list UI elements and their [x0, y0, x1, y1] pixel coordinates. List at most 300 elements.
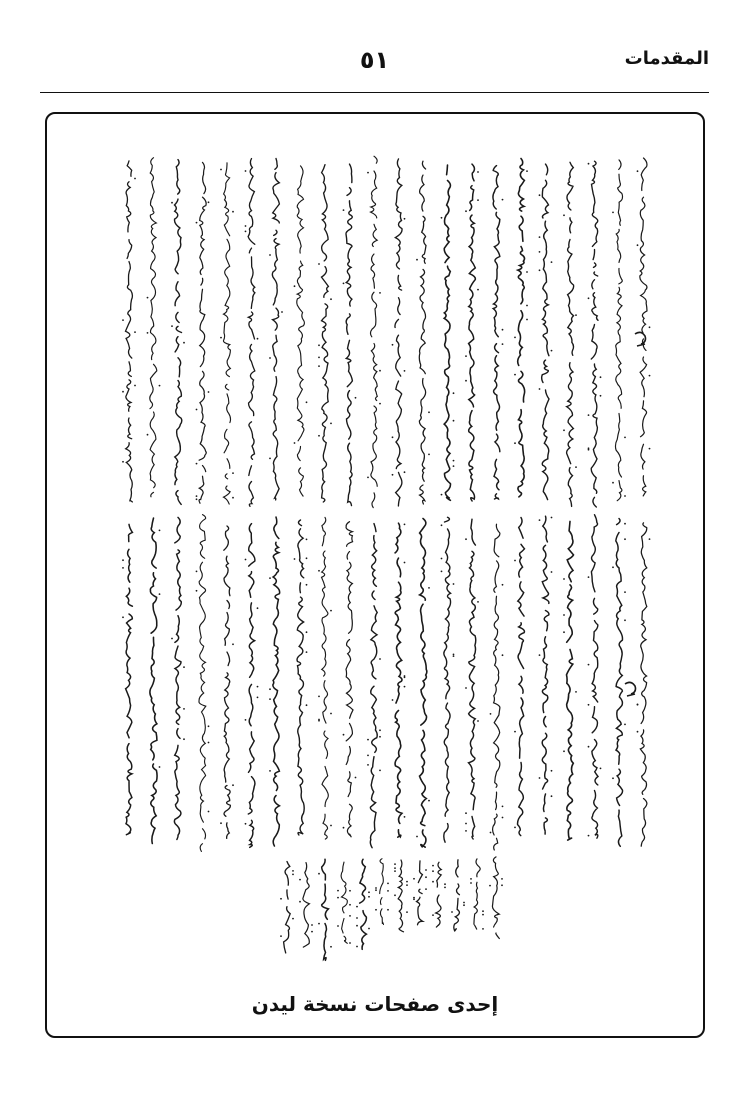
- diacritic-dot: [245, 559, 247, 561]
- diacritic-dot: [183, 708, 185, 710]
- diacritic-dot: [432, 870, 434, 872]
- diacritic-dot: [257, 338, 259, 340]
- manuscript-top-block: [122, 156, 650, 511]
- diacritic-dot: [501, 878, 503, 880]
- diacritic-dot: [526, 305, 528, 307]
- diacritic-dot: [269, 458, 271, 460]
- diacritic-dot: [368, 896, 370, 898]
- diacritic-dot: [441, 558, 443, 560]
- diacritic-dot: [637, 244, 639, 246]
- diacritic-dot: [337, 897, 339, 899]
- diacritic-dot: [465, 355, 467, 357]
- page-header: [0, 0, 749, 100]
- handwriting-line: [492, 857, 499, 939]
- diacritic-dot: [245, 225, 247, 227]
- diacritic-dot: [624, 495, 626, 497]
- diacritic-dot: [208, 742, 210, 744]
- diacritic-dot: [404, 471, 406, 473]
- handwriting-line: [199, 515, 206, 852]
- diacritic-dot: [502, 817, 504, 819]
- diacritic-dot: [122, 319, 124, 321]
- diacritic-dot: [502, 343, 504, 345]
- diacritic-dot: [379, 292, 381, 294]
- handwriting-line: [370, 524, 377, 848]
- diacritic-dot: [453, 460, 455, 462]
- handwriting-line: [126, 524, 133, 834]
- diacritic-dot: [122, 391, 124, 393]
- diacritic-dot: [413, 897, 415, 899]
- diacritic-dot: [441, 524, 443, 526]
- diacritic-dot: [394, 894, 396, 896]
- figure-caption: إحدى صفحات نسخة ليدن: [251, 992, 499, 1016]
- manuscript-bottom-block: [122, 515, 650, 854]
- diacritic-dot: [306, 557, 308, 559]
- diacritic-dot: [465, 210, 467, 212]
- diacritic-dot: [637, 704, 639, 706]
- diacritic-dot: [463, 902, 465, 904]
- diacritic-dot: [404, 562, 406, 564]
- handwriting-line: [346, 164, 352, 511]
- diacritic-dot: [624, 437, 626, 439]
- handwriting-line: [272, 159, 279, 500]
- diacritic-dot: [404, 524, 406, 526]
- diacritic-dot: [208, 725, 210, 727]
- diacritic-dot: [428, 411, 430, 413]
- diacritic-dot: [392, 344, 394, 346]
- handwriting-line: [273, 517, 280, 854]
- handwriting-line: [640, 158, 647, 496]
- diacritic-dot: [441, 217, 443, 219]
- handwriting-line: [284, 862, 291, 957]
- handwriting-line: [469, 164, 476, 501]
- handwriting-line: [444, 517, 451, 842]
- handwriting-line: [567, 162, 574, 506]
- diacritic-dot: [539, 654, 541, 656]
- diacritic-dot: [394, 863, 396, 865]
- handwriting-line: [640, 523, 647, 846]
- diacritic-dot: [367, 477, 369, 479]
- diacritic-dot: [539, 777, 541, 779]
- diacritic-dot: [394, 867, 396, 869]
- diacritic-dot: [649, 326, 651, 328]
- handwriting-line: [518, 159, 525, 497]
- handwriting-line: [175, 160, 182, 505]
- diacritic-dot: [349, 890, 351, 892]
- diacritic-dot: [343, 283, 345, 285]
- diacritic-dot: [624, 538, 626, 540]
- diacritic-dot: [375, 889, 377, 891]
- diacritic-dot: [269, 688, 271, 690]
- diacritic-dot: [387, 883, 389, 885]
- handwriting-line: [360, 859, 367, 949]
- diacritic-dot: [465, 823, 467, 825]
- diacritic-dot: [159, 593, 161, 595]
- diacritic-dot: [306, 704, 308, 706]
- diacritic-dot: [299, 879, 301, 881]
- diacritic-dot: [406, 911, 408, 913]
- diacritic-dot: [349, 904, 351, 906]
- diacritic-dot: [588, 447, 590, 449]
- diacritic-dot: [416, 836, 418, 838]
- manuscript-margin-notes: [280, 857, 503, 960]
- diacritic-dot: [453, 392, 455, 394]
- diacritic-dot: [245, 231, 247, 233]
- diacritic-dot: [349, 915, 351, 917]
- diacritic-dot: [299, 901, 301, 903]
- diacritic-dot: [588, 704, 590, 706]
- diacritic-dot: [220, 169, 222, 171]
- handwriting-line: [322, 859, 329, 960]
- diacritic-dot: [269, 357, 271, 359]
- handwriting-line: [436, 862, 442, 927]
- handwriting-line: [469, 519, 476, 839]
- diacritic-dot: [600, 376, 602, 378]
- diacritic-dot: [539, 194, 541, 196]
- handwriting-line: [420, 519, 427, 848]
- diacritic-dot: [465, 812, 467, 814]
- diacritic-dot: [292, 918, 294, 920]
- diacritic-dot: [425, 876, 427, 878]
- diacritic-dot: [306, 539, 308, 541]
- handwriting-line: [174, 517, 181, 839]
- handwriting-line: [395, 523, 402, 837]
- diacritic-dot: [453, 465, 455, 467]
- diacritic-dot: [563, 750, 565, 752]
- diacritic-dot: [318, 365, 320, 367]
- diacritic-dot: [134, 385, 136, 387]
- diacritic-dot: [482, 914, 484, 916]
- diacritic-dot: [575, 691, 577, 693]
- diacritic-dot: [526, 271, 528, 273]
- diacritic-dot: [404, 370, 406, 372]
- diacritic-dot: [294, 442, 296, 444]
- diacritic-dot: [470, 878, 472, 880]
- diacritic-dot: [183, 342, 185, 344]
- diacritic-dot: [379, 736, 381, 738]
- handwriting-line: [493, 524, 500, 850]
- diacritic-dot: [379, 370, 381, 372]
- diacritic-dot: [330, 610, 332, 612]
- diacritic-dot: [416, 259, 418, 261]
- diacritic-dot: [477, 601, 479, 603]
- diacritic-dot: [257, 697, 259, 699]
- diacritic-dot: [551, 517, 553, 519]
- handwriting-line: [518, 518, 525, 840]
- diacritic-dot: [196, 571, 198, 573]
- diacritic-dot: [318, 570, 320, 572]
- diacritic-dot: [477, 199, 479, 201]
- diacritic-dot: [470, 882, 472, 884]
- diacritic-dot: [501, 884, 503, 886]
- diacritic-dot: [330, 423, 332, 425]
- diacritic-dot: [551, 795, 553, 797]
- diacritic-dot: [432, 914, 434, 916]
- diacritic-dot: [330, 825, 332, 827]
- diacritic-dot: [575, 466, 577, 468]
- diacritic-dot: [514, 560, 516, 562]
- diacritic-dot: [588, 576, 590, 578]
- diacritic-dot: [563, 578, 565, 580]
- diacritic-dot: [563, 614, 565, 616]
- diacritic-dot: [514, 827, 516, 829]
- diacritic-dot: [343, 827, 345, 829]
- diacritic-dot: [477, 171, 479, 173]
- handwriting-line: [398, 860, 403, 932]
- diacritic-dot: [257, 607, 259, 609]
- diacritic-dot: [514, 442, 516, 444]
- diacritic-dot: [159, 385, 161, 387]
- diacritic-dot: [649, 448, 651, 450]
- diacritic-dot: [526, 170, 528, 172]
- diacritic-dot: [539, 251, 541, 253]
- diacritic-dot: [588, 746, 590, 748]
- diacritic-dot: [441, 494, 443, 496]
- diacritic-dot: [171, 638, 173, 640]
- handwriting-line: [297, 520, 304, 835]
- diacritic-dot: [306, 584, 308, 586]
- diacritic-dot: [612, 777, 614, 779]
- diacritic-dot: [337, 925, 339, 927]
- diacritic-dot: [220, 822, 222, 824]
- diacritic-dot: [551, 770, 553, 772]
- diacritic-dot: [444, 883, 446, 885]
- diacritic-dot: [232, 784, 234, 786]
- diacritic-dot: [183, 738, 185, 740]
- handwriting-line: [346, 522, 353, 837]
- handwriting-line: [303, 863, 310, 948]
- diacritic-dot: [588, 297, 590, 299]
- diacritic-dot: [367, 755, 369, 757]
- diacritic-dot: [134, 178, 136, 180]
- diacritic-dot: [612, 482, 614, 484]
- diacritic-dot: [306, 401, 308, 403]
- diacritic-dot: [318, 873, 320, 875]
- handwriting-line: [542, 516, 549, 839]
- handwriting-line: [297, 166, 305, 496]
- diacritic-dot: [514, 337, 516, 339]
- handwriting-line: [616, 519, 623, 853]
- handwriting-line: [419, 161, 426, 504]
- diacritic-dot: [330, 946, 332, 948]
- diacritic-dot: [465, 538, 467, 540]
- diacritic-dot: [208, 811, 210, 813]
- diacritic-dot: [269, 254, 271, 256]
- diacritic-dot: [330, 298, 332, 300]
- diacritic-dot: [489, 885, 491, 887]
- diacritic-dot: [355, 777, 357, 779]
- diacritic-dot: [292, 874, 294, 876]
- handwriting-line: [322, 165, 329, 506]
- diacritic-dot: [196, 409, 198, 411]
- handwriting-line: [615, 160, 622, 506]
- diacritic-dot: [624, 591, 626, 593]
- diacritic-dot: [477, 289, 479, 291]
- diacritic-dot: [588, 835, 590, 837]
- diacritic-dot: [171, 202, 173, 204]
- handwriting-line: [224, 526, 231, 838]
- handwriting-line: [542, 164, 549, 500]
- handwriting-line: [493, 166, 500, 499]
- handwriting-line: [444, 165, 450, 500]
- diacritic-dot: [637, 731, 639, 733]
- diacritic-dot: [343, 209, 345, 211]
- diacritic-dot: [392, 699, 394, 701]
- diacritic-dot: [502, 584, 504, 586]
- diacritic-dot: [311, 931, 313, 933]
- diacritic-dot: [171, 325, 173, 327]
- diacritic-dot: [122, 559, 124, 561]
- manuscript-page-image: [47, 114, 703, 1036]
- handwriting-line: [395, 159, 402, 506]
- diacritic-dot: [649, 375, 651, 377]
- diacritic-dot: [318, 719, 320, 721]
- diacritic-dot: [280, 935, 282, 937]
- diacritic-dot: [232, 472, 234, 474]
- diacritic-dot: [514, 374, 516, 376]
- diacritic-dot: [375, 909, 377, 911]
- diacritic-dot: [502, 199, 504, 201]
- diacritic-dot: [514, 731, 516, 733]
- handwriting-line: [150, 518, 157, 847]
- diacritic-dot: [257, 686, 259, 688]
- diacritic-dot: [183, 666, 185, 668]
- diacritic-dot: [413, 878, 415, 880]
- diacritic-dot: [539, 236, 541, 238]
- diacritic-dot: [196, 463, 198, 465]
- diacritic-dot: [196, 222, 198, 224]
- diacritic-dot: [404, 686, 406, 688]
- handwriting-line: [380, 859, 384, 925]
- handwriting-line: [591, 515, 598, 839]
- diacritic-dot: [539, 269, 541, 271]
- diacritic-dot: [355, 397, 357, 399]
- diacritic-dot: [375, 887, 377, 889]
- diacritic-dot: [147, 434, 149, 436]
- diacritic-dot: [624, 619, 626, 621]
- diacritic-dot: [575, 314, 577, 316]
- diacritic-dot: [453, 655, 455, 657]
- diacritic-dot: [294, 558, 296, 560]
- diacritic-dot: [356, 946, 358, 948]
- diacritic-dot: [588, 414, 590, 416]
- diacritic-dot: [502, 329, 504, 331]
- handwriting-line: [248, 159, 255, 507]
- diacritic-dot: [406, 884, 408, 886]
- handwriting-line: [567, 521, 574, 840]
- diacritic-dot: [490, 713, 492, 715]
- handwriting-line: [474, 859, 480, 929]
- diacritic-dot: [367, 739, 369, 741]
- diacritic-dot: [311, 924, 313, 926]
- diacritic-dot: [404, 218, 406, 220]
- diacritic-dot: [482, 928, 484, 930]
- handwriting-line: [248, 524, 255, 848]
- diacritic-dot: [220, 337, 222, 339]
- diacritic-dot: [269, 770, 271, 772]
- diacritic-dot: [196, 590, 198, 592]
- diacritic-dot: [147, 297, 149, 299]
- diacritic-dot: [343, 734, 345, 736]
- diacritic-dot: [245, 823, 247, 825]
- diacritic-dot: [367, 764, 369, 766]
- running-head-title: المقدمات: [624, 48, 709, 69]
- handwriting-line: [150, 158, 157, 497]
- diacritic-dot: [392, 436, 394, 438]
- diacritic-dot: [465, 380, 467, 382]
- diacritic-dot: [147, 332, 149, 334]
- diacritic-dot: [539, 388, 541, 390]
- diacritic-dot: [432, 865, 434, 867]
- diacritic-dot: [294, 285, 296, 287]
- diacritic-dot: [245, 170, 247, 172]
- diacritic-dot: [208, 201, 210, 203]
- diacritic-dot: [406, 881, 408, 883]
- diacritic-dot: [122, 461, 124, 463]
- diacritic-dot: [318, 923, 320, 925]
- diacritic-dot: [232, 643, 234, 645]
- diacritic-dot: [269, 698, 271, 700]
- diacritic-dot: [208, 391, 210, 393]
- diacritic-dot: [387, 890, 389, 892]
- header-divider: [40, 92, 709, 93]
- diacritic-dot: [463, 904, 465, 906]
- diacritic-dot: [441, 571, 443, 573]
- diacritic-dot: [444, 887, 446, 889]
- diacritic-dot: [330, 713, 332, 715]
- diacritic-dot: [122, 567, 124, 569]
- diacritic-dot: [637, 170, 639, 172]
- handwriting-line: [322, 517, 329, 843]
- diacritic-dot: [356, 917, 358, 919]
- diacritic-dot: [551, 571, 553, 573]
- diacritic-dot: [318, 357, 320, 359]
- diacritic-dot: [122, 616, 124, 618]
- diacritic-dot: [425, 888, 427, 890]
- diacritic-dot: [281, 311, 283, 313]
- diacritic-dot: [379, 403, 381, 405]
- diacritic-dot: [367, 172, 369, 174]
- diacritic-dot: [387, 909, 389, 911]
- handwriting-line: [341, 862, 347, 943]
- diacritic-dot: [196, 495, 198, 497]
- diacritic-dot: [245, 719, 247, 721]
- diacritic-dot: [465, 687, 467, 689]
- diacritic-dot: [563, 631, 565, 633]
- diacritic-dot: [624, 724, 626, 726]
- diacritic-dot: [600, 395, 602, 397]
- diacritic-dot: [453, 654, 455, 656]
- diacritic-dot: [539, 519, 541, 521]
- diacritic-dot: [413, 898, 415, 900]
- diacritic-dot: [428, 800, 430, 802]
- diacritic-dot: [356, 906, 358, 908]
- diacritic-dot: [394, 870, 396, 872]
- diacritic-dot: [425, 869, 427, 871]
- diacritic-dot: [453, 583, 455, 585]
- diacritic-dot: [232, 211, 234, 213]
- diacritic-dot: [292, 870, 294, 872]
- diacritic-dot: [600, 768, 602, 770]
- diacritic-dot: [318, 263, 320, 265]
- diacritic-dot: [588, 664, 590, 666]
- diacritic-dot: [269, 577, 271, 579]
- handwriting-line: [223, 163, 230, 504]
- diacritic-dot: [318, 344, 320, 346]
- diacritic-dot: [563, 214, 565, 216]
- diacritic-dot: [563, 429, 565, 431]
- diacritic-dot: [465, 830, 467, 832]
- diacritic-dot: [624, 523, 626, 525]
